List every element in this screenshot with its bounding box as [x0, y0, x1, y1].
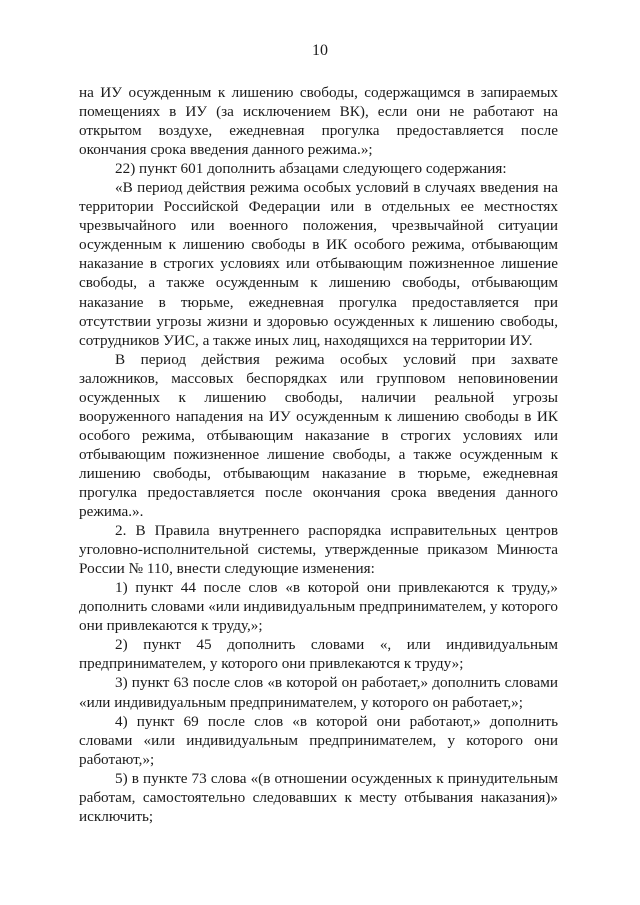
paragraph-subitem-5: 5) в пункте 73 слова «(в отношении осужденных к принудительным работам, самостоятельно следовавших к месту отбывания наказания)» исключить; — [79, 769, 558, 825]
paragraph-subitem-3: 3) пункт 63 после слов «в которой он работает,» дополнить словами «или индивидуальным предпринимателем, у которого он работает,»; — [79, 674, 558, 711]
paragraph-subitem-2: 2) пункт 45 дополнить словами «, или индивидуальным предпринимателем, у которого они привлекаются к труду»; — [79, 636, 558, 673]
paragraph-subitem-1: 1) пункт 44 после слов «в которой они привлекаются к труду,» дополнить словами «или индивидуальным предпринимателем, у которого они привлекаются к труду,»; — [79, 579, 558, 635]
paragraph-quote-2: В период действия режима особых условий при захвате заложников, массовых беспорядках или групповом неповиновении осужденных к лишению свободы, наличии реальной угрозы вооруженного нападения на ИУ осужденным к лишению свободы в ИК особого режима, отбывающим наказание в строгих условиях или отбывающим пожизненное лишение свободы, а также осужденным к лишению свободы, отбывающим наказание в тюрьме, ежедневная прогулка предоставляется после окончания срока введения данного режима.». — [79, 350, 558, 521]
paragraph-section-2: 2. В Правила внутреннего распорядка исправительных центров уголовно-исполнительной системы, утвержденные приказом Минюста России № 110, внести следующие изменения: — [79, 522, 558, 578]
paragraph-quote-1: «В период действия режима особых условий в случаях введения на территории Российской Федерации или в отдельных ее местностях чрезвычайного или военного положения, чрезвычайной ситуации осужденным к лишению свободы в ИК особого режима, отбывающим наказание в строгих условиях или отбывающим пожизненное лишение свободы, а также осужденным к лишению свободы, отбывающим наказание в тюрьме, ежедневная прогулка предоставляется при отсутствии угрозы жизни и здоровью осужденных к лишению свободы, сотрудников УИС, а также иных лиц, находящихся на территории ИУ. — [79, 179, 558, 349]
page-number: 10 — [312, 42, 328, 59]
document-body — [79, 83, 558, 826]
paragraph-subitem-4: 4) пункт 69 после слов «в которой они работают,» дополнить словами «или индивидуальным предпринимателем, у которого они работают,»; — [79, 712, 558, 768]
paragraph-item-22: 22) пункт 601 дополнить абзацами следующего содержания: — [115, 160, 507, 178]
paragraph-continuation: на ИУ осужденным к лишению свободы, содержащимся в запираемых помещениях в ИУ (за исключением ВК), если они не работают на открытом воздухе, ежедневная прогулка предоставляется после окончания срока введения данного режима.»; — [79, 84, 558, 159]
